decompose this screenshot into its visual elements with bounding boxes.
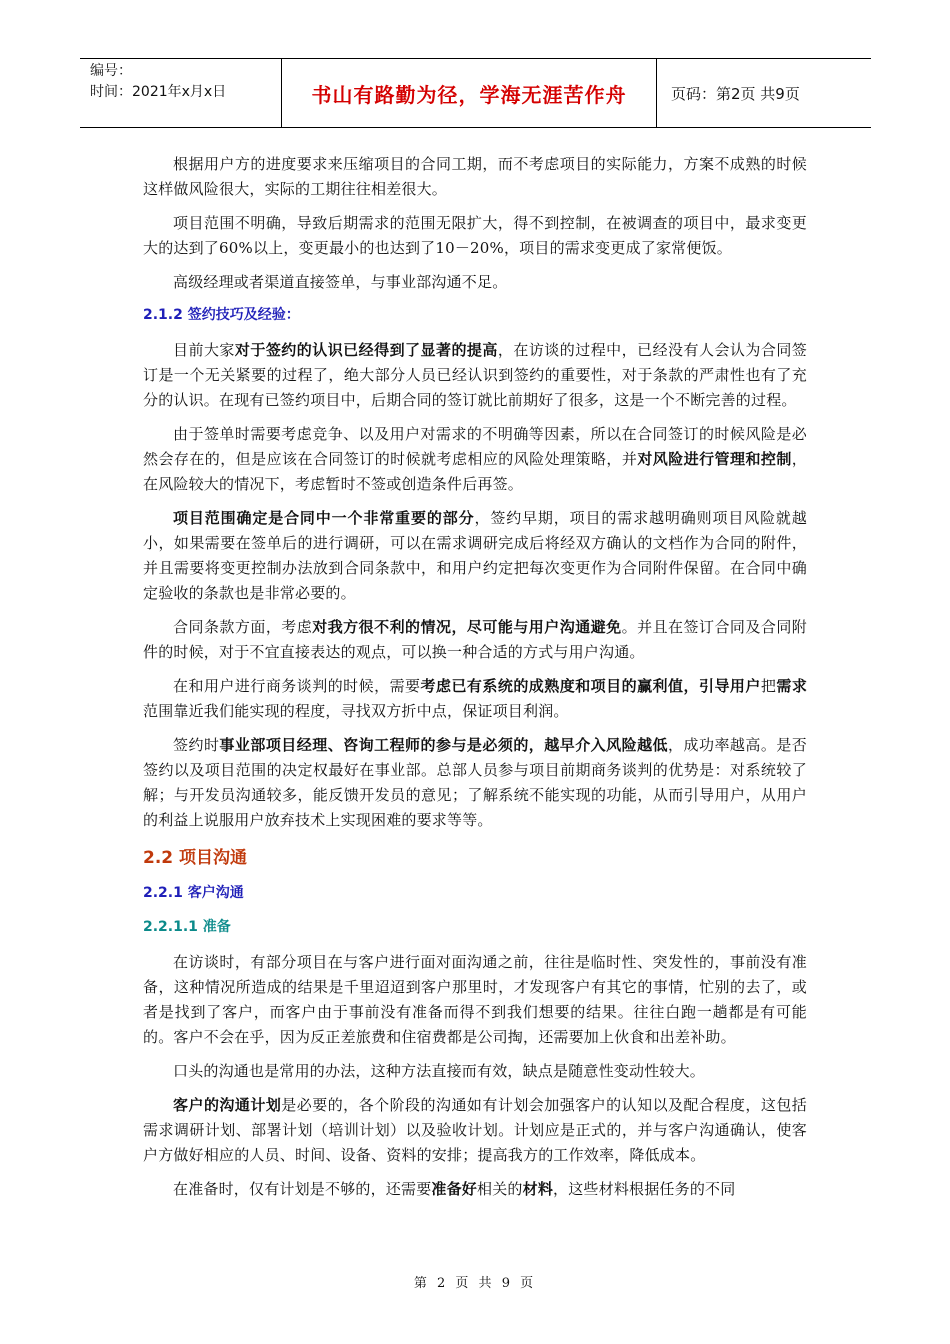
text-run: ，签约早期，项目的需求越明确则项目风险就越小，如果需要在签单后的进行调研，可以在需求调研完成后将经双方确认的文档作为合同的附件，并且需要将变更控制办法放到合同条款中，和用户约定把每次变更作为合同附件保留。在合同中确定验收的条款也是非常必要的。 <box>143 509 807 602</box>
paragraph <box>143 733 807 833</box>
text-run: ，在访谈的过程中，已经没有人会认为合同签订是一个无关紧要的过程了，绝大部分人员已经认识到签约的重要性，对于条款的严肃性也有了充分的认识。在现有已签约项目中，后期合同的签订就比前期好了很多，这是一个不断完善的过程。 <box>143 341 807 409</box>
bold-run: 准备好 <box>431 1180 478 1198</box>
bold-run: 材料 <box>522 1180 554 1198</box>
header-meta <box>80 59 281 127</box>
header-motto-cell <box>281 59 657 127</box>
page-header <box>80 58 871 128</box>
text-run: 目前大家 <box>173 341 235 359</box>
paragraph: 在访谈时，有部分项目在与客户进行面对面沟通之前，往往是临时性、突发性的，事前没有准备，这种情况所造成的结果是千里迢迢到客户那里时，才发现客户有其它的事情，忙别的去了，或者是找到了客户，而客户由于事前没有准备而得不到我们想要的结果。往往白跑一趟都是有可能的。客户不会在乎，因为反正差旅费和住宿费都是公司掏，还需要加上伙食和出差补助。 <box>143 953 807 1046</box>
paragraph <box>143 506 807 606</box>
heading-2-2: 2.2 项目沟通 <box>143 848 248 868</box>
text-run: 把 <box>760 677 777 695</box>
header-motto: 书山有路勤为径，学海无涯苦作舟 <box>311 82 627 107</box>
bold-run: 考虑已有系统的成熟度和项目的赢利值，引导用户 <box>420 677 761 695</box>
text-run: 相关的 <box>477 1180 523 1198</box>
text-run: 在准备时，仅有计划是不够的，还需要 <box>173 1180 432 1198</box>
text-run: 范围靠近我们能实现的程度，寻找双方折中点，保证项目利润。 <box>143 702 569 720</box>
paragraph <box>143 1177 807 1202</box>
page-footer: 第 2 页 共 9 页 <box>413 1276 537 1291</box>
text-run: 。并且在签订合同及合同附件的时候，对于不宜直接表达的观点，可以换一种合适的方式与用户沟通。 <box>143 618 807 661</box>
paragraph <box>143 615 807 665</box>
bold-run: 客户的沟通计划 <box>173 1096 282 1114</box>
bold-run: 项目范围确定是合同中一个非常重要的部分 <box>173 509 475 527</box>
paragraph <box>143 338 807 413</box>
number-label: 编号： <box>90 63 132 79</box>
paragraph: 口头的沟通也是常用的办法，这种方法直接而有效，缺点是随意性变动性较大。 <box>173 1062 706 1080</box>
paragraph: 项目范围不明确，导致后期需求的范围无限扩大，得不到控制，在被调查的项目中，最求变更大的达到了60%以上，变更最小的也达到了10－20%，项目的需求变更成了家常便饭。 <box>143 214 807 257</box>
bold-run: 对风险进行管理和控制 <box>637 450 792 468</box>
text-run: 是必要的，各个阶段的沟通如有计划会加强客户的认知以及配合程度，这包括需求调研计划、部署计划（培训计划）以及验收计划。计划应是正式的，并与客户沟通确认，使客户方做好相应的人员、时间、设备、资料的安排；提高我方的工作效率，降低成本。 <box>143 1096 807 1164</box>
header-page-label: 页码：第2页 共9页 <box>671 84 800 103</box>
text-run: ，成功率越高。是否签约以及项目范围的决定权最好在事业部。总部人员参与项目前期商务谈判的优势是：对系统较了解；与开发员沟通较多，能反馈开发员的意见；了解系统不能实现的功能，从而引导用户，从用户的利益上说服用户放弃技术上实现困难的要求等等。 <box>143 736 807 829</box>
text-run: 由于签单时需要考虑竞争、以及用户对需求的不明确等因素，所以在合同签订的时候风险是必然会存在的，但是应该在合同签订的时候就考虑相应的风险处理策略，并 <box>143 425 807 468</box>
text-run: ，在风险较大的情况下，考虑暂时不签或创造条件后再签。 <box>143 450 807 493</box>
text-run: 合同条款方面，考虑 <box>173 618 313 636</box>
heading-2-1-2: 2.1.2 签约技巧及经验： <box>143 307 300 323</box>
bold-run: 对于签约的认识已经得到了显著的提高 <box>234 341 498 359</box>
time-label: 时间：2021年x月x日 <box>90 84 227 100</box>
paragraph <box>143 674 807 724</box>
text-run: 签约时 <box>173 736 220 754</box>
paragraph: 高级经理或者渠道直接签单，与事业部沟通不足。 <box>173 273 508 291</box>
paragraph: 根据用户方的进度要求来压缩项目的合同工期，而不考虑项目的实际能力，方案不成熟的时候这样做风险很大，实际的工期往往相差很大。 <box>143 155 807 198</box>
paragraph <box>143 422 807 497</box>
bold-run: 对我方很不利的情况，尽可能与用户沟通避免 <box>312 618 622 636</box>
bold-run: 事业部项目经理、咨询工程师的参与是必须的，越早介入风险越低 <box>219 736 669 754</box>
bold-run: 需求 <box>776 677 808 695</box>
text-run: 在和用户进行商务谈判的时候，需要 <box>173 677 421 695</box>
heading-2-2-1: 2.2.1 客户沟通 <box>143 885 244 901</box>
text-run: ，这些材料根据任务的不同 <box>553 1180 736 1198</box>
paragraph <box>143 1093 807 1168</box>
heading-2-2-1-1: 2.2.1.1 准备 <box>143 919 231 935</box>
document-body <box>143 152 807 1211</box>
